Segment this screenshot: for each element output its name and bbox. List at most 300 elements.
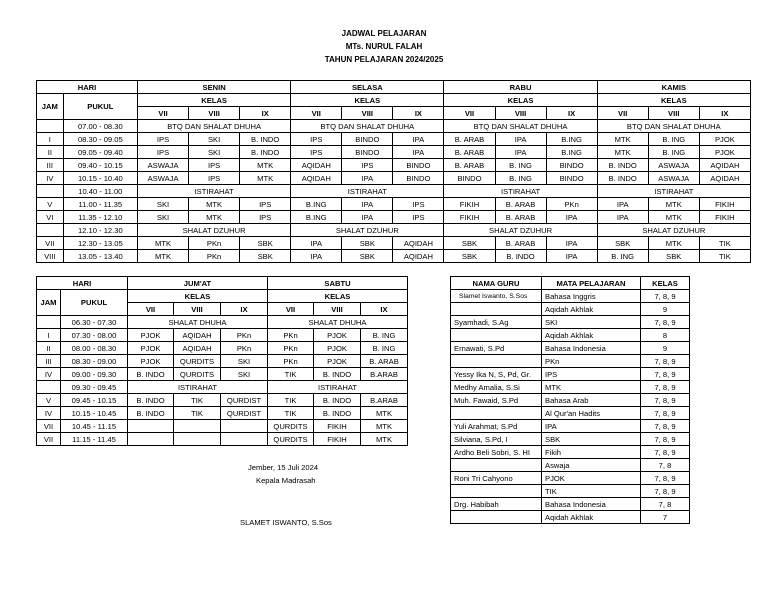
- activity-cell: BTQ DAN SHALAT DHUHA: [291, 120, 444, 133]
- subject-cell: SKI: [221, 368, 268, 381]
- subject-cell: SBK: [542, 433, 641, 446]
- activity-cell: BTQ DAN SHALAT DHUHA: [138, 120, 291, 133]
- class-header: KELAS: [641, 277, 690, 290]
- activity-cell: SHALAT DHUHA: [268, 316, 408, 329]
- subject-cell: MTK: [361, 433, 408, 446]
- subject-cell: PKn: [546, 198, 597, 211]
- teacher-name-cell: Roni Tri Cahyono: [451, 472, 542, 485]
- subject-cell: SBK: [597, 237, 648, 250]
- activity-cell: ISTIRAHAT: [138, 185, 291, 198]
- jam-cell: IV: [37, 368, 61, 381]
- subject-cell: AQIDAH: [291, 172, 342, 185]
- pukul-cell: 10.45 - 11.15: [61, 420, 128, 433]
- pukul-cell: 11.00 - 11.35: [63, 198, 137, 211]
- subject-cell: IPA: [393, 146, 444, 159]
- subject-cell: B. INDO: [597, 159, 648, 172]
- teacher-row: [451, 485, 690, 498]
- class-cell: 7, 8, 9: [641, 381, 690, 394]
- subject-cell: PJOK: [128, 355, 174, 368]
- subject-cell: B.ING: [546, 146, 597, 159]
- class-header: VII: [138, 107, 189, 120]
- subject-cell: BINDO: [546, 172, 597, 185]
- schedule-row: [37, 211, 751, 224]
- kelas-header: KELAS: [444, 94, 597, 107]
- schedule-row: [37, 433, 408, 446]
- subject-cell: QURDITS: [268, 433, 314, 446]
- teacher-row: [451, 472, 690, 485]
- subject-cell: TIK: [268, 407, 314, 420]
- jam-cell: VII: [37, 433, 61, 446]
- teacher-name-cell: Silviana, S.Pd, I: [451, 433, 542, 446]
- subject-cell: MTK: [240, 172, 291, 185]
- jam-cell: VIII: [37, 250, 64, 263]
- class-header: VIII: [314, 303, 361, 316]
- subject-cell: TIK: [699, 237, 750, 250]
- pukul-cell: 10.15 - 10.40: [63, 172, 137, 185]
- subject-cell: IPA: [342, 211, 393, 224]
- subject-cell: B. ING: [361, 342, 408, 355]
- subject-cell: MTK: [597, 146, 648, 159]
- jam-cell: [37, 316, 61, 329]
- subject-cell: TIK: [699, 250, 750, 263]
- schedule-table-fri-sat: [36, 276, 408, 446]
- jam-cell: III: [37, 355, 61, 368]
- jam-cell: V: [37, 198, 64, 211]
- subject-cell: MTK: [648, 237, 699, 250]
- jam-cell: II: [37, 342, 61, 355]
- academic-year: TAHUN PELAJARAN 2024/2025: [324, 55, 444, 64]
- subject-cell: MTK: [138, 237, 189, 250]
- class-header: IX: [240, 107, 291, 120]
- schedule-row: [37, 146, 751, 159]
- class-header: VII: [444, 107, 495, 120]
- activity-cell: ISTIRAHAT: [268, 381, 408, 394]
- hari-header: HARI: [37, 277, 128, 290]
- day-header: SELASA: [291, 81, 444, 94]
- subject-header: MATA PELAJARAN: [542, 277, 641, 290]
- subject-cell: IPA: [393, 133, 444, 146]
- subject-cell: IPA: [342, 172, 393, 185]
- class-header: IX: [361, 303, 408, 316]
- subject-cell: PJOK: [699, 133, 750, 146]
- teacher-name-cell: [451, 303, 542, 316]
- subject-cell: IPS: [189, 172, 240, 185]
- subject-cell: ASWAJA: [138, 159, 189, 172]
- subject-cell: B.ARAB: [361, 368, 408, 381]
- subject-cell: SKI: [138, 211, 189, 224]
- pukul-cell: 09.05 - 09.40: [63, 146, 137, 159]
- subject-cell: [128, 433, 174, 446]
- teacher-name-cell: Medhy Amalia, S.Si: [451, 381, 542, 394]
- class-header: VIII: [495, 107, 546, 120]
- pukul-header: PUKUL: [61, 290, 128, 316]
- subject-cell: FIKIH: [314, 433, 361, 446]
- subject-cell: TIK: [174, 394, 221, 407]
- schedule-row: [37, 420, 408, 433]
- class-header: IX: [699, 107, 750, 120]
- subject-cell: ASWAJA: [648, 172, 699, 185]
- activity-cell: ISTIRAHAT: [444, 185, 597, 198]
- pukul-cell: 07.00 - 08.30: [63, 120, 137, 133]
- subject-cell: SKI: [189, 146, 240, 159]
- subject-cell: PKn: [221, 342, 268, 355]
- subject-cell: QURDITS: [174, 368, 221, 381]
- schedule-row: [37, 394, 408, 407]
- kelas-header: KELAS: [291, 94, 444, 107]
- subject-cell: Aswaja: [542, 459, 641, 472]
- day-header: RABU: [444, 81, 597, 94]
- pukul-cell: 12.30 - 13.05: [63, 237, 137, 250]
- subject-cell: B.ING: [291, 198, 342, 211]
- subject-cell: Aqidah Akhlak: [542, 511, 641, 524]
- teacher-name-cell: [451, 407, 542, 420]
- class-cell: 7, 8, 9: [641, 290, 690, 303]
- jam-cell: II: [37, 146, 64, 159]
- subject-cell: IPA: [597, 198, 648, 211]
- pukul-cell: 09.30 - 09.45: [61, 381, 128, 394]
- class-cell: 7: [641, 511, 690, 524]
- subject-cell: B. ARAB: [444, 133, 495, 146]
- class-cell: 7, 8, 9: [641, 394, 690, 407]
- subject-cell: B. ING: [495, 159, 546, 172]
- class-cell: 7, 8, 9: [641, 446, 690, 459]
- teacher-name-cell: Ardho Beli Sobri, S. HI: [451, 446, 542, 459]
- pukul-cell: 09.00 - 09.30: [61, 368, 128, 381]
- pukul-header: PUKUL: [63, 94, 137, 120]
- subject-cell: AQIDAH: [393, 237, 444, 250]
- subject-cell: PJOK: [128, 342, 174, 355]
- subject-cell: B. INDO: [597, 172, 648, 185]
- subject-cell: B. INDO: [495, 250, 546, 263]
- subject-cell: PKn: [189, 237, 240, 250]
- subject-cell: MTK: [361, 407, 408, 420]
- teacher-row: [451, 511, 690, 524]
- activity-cell: ISTIRAHAT: [291, 185, 444, 198]
- subject-cell: MTK: [597, 133, 648, 146]
- subject-cell: B. ING: [361, 329, 408, 342]
- subject-cell: B. ARAB: [495, 211, 546, 224]
- subject-cell: BINDO: [393, 172, 444, 185]
- pukul-cell: 10.40 - 11.00: [63, 185, 137, 198]
- activity-cell: SHALAT DZUHUR: [597, 224, 750, 237]
- teacher-row: [451, 303, 690, 316]
- teacher-row: [451, 329, 690, 342]
- schedule-row: [37, 198, 751, 211]
- subject-cell: TIK: [542, 485, 641, 498]
- activity-cell: BTQ DAN SHALAT DHUHA: [597, 120, 750, 133]
- pukul-cell: 11.15 - 11.45: [61, 433, 128, 446]
- class-cell: 7, 8, 9: [641, 407, 690, 420]
- subject-cell: QURDIST: [221, 407, 268, 420]
- class-cell: 8: [641, 329, 690, 342]
- subject-cell: QURDITS: [268, 420, 314, 433]
- pukul-cell: 13.05 - 13.40: [63, 250, 137, 263]
- subject-cell: B. ING: [597, 250, 648, 263]
- subject-cell: AQIDAH: [393, 250, 444, 263]
- subject-cell: IPA: [546, 237, 597, 250]
- class-cell: 7, 8, 9: [641, 472, 690, 485]
- class-header: IX: [221, 303, 268, 316]
- pukul-cell: 09.40 - 10.15: [63, 159, 137, 172]
- pukul-cell: 11.35 - 12.10: [63, 211, 137, 224]
- teacher-name-cell: [451, 485, 542, 498]
- subject-cell: B. INDO: [240, 133, 291, 146]
- schedule-row: [37, 237, 751, 250]
- class-header: VIII: [174, 303, 221, 316]
- break-row: [37, 185, 751, 198]
- subject-cell: Aqidah Akhlak: [542, 329, 641, 342]
- subject-cell: PKn: [268, 342, 314, 355]
- subject-cell: IPA: [546, 211, 597, 224]
- jam-cell: VII: [37, 420, 61, 433]
- jam-header: JAM: [37, 94, 64, 120]
- jam-cell: IV: [37, 407, 61, 420]
- jam-cell: I: [37, 133, 64, 146]
- subject-cell: SKI: [221, 355, 268, 368]
- pukul-cell: 08.30 - 09.05: [63, 133, 137, 146]
- pukul-cell: 10.15 - 10.45: [61, 407, 128, 420]
- class-cell: 7, 8, 9: [641, 485, 690, 498]
- subject-cell: PKn: [542, 355, 641, 368]
- day-header: SABTU: [268, 277, 408, 290]
- pukul-cell: 08.30 - 09.00: [61, 355, 128, 368]
- subject-cell: SBK: [342, 237, 393, 250]
- subject-cell: B.ING: [291, 211, 342, 224]
- subject-cell: Aqidah Akhlak: [542, 303, 641, 316]
- schedule-row: [37, 342, 408, 355]
- signature-role: Kepala Madrasah: [256, 476, 316, 485]
- subject-cell: B.ING: [546, 133, 597, 146]
- subject-cell: IPS: [240, 198, 291, 211]
- subject-cell: QURDIST: [221, 394, 268, 407]
- subject-cell: ASWAJA: [138, 172, 189, 185]
- teacher-row: [451, 316, 690, 329]
- teacher-name-cell: Slamet Iswanto, S.Sos: [451, 290, 542, 303]
- class-header: VII: [128, 303, 174, 316]
- subject-cell: IPS: [189, 159, 240, 172]
- subject-cell: FIKIH: [314, 420, 361, 433]
- subject-cell: PJOK: [314, 355, 361, 368]
- day-header: JUM'AT: [128, 277, 268, 290]
- pukul-cell: 06.30 - 07.30: [61, 316, 128, 329]
- class-cell: 7, 8: [641, 459, 690, 472]
- subject-cell: PKn: [268, 329, 314, 342]
- subject-cell: SBK: [342, 250, 393, 263]
- activity-cell: SHALAT DZUHUR: [291, 224, 444, 237]
- subject-cell: B. ING: [648, 146, 699, 159]
- subject-cell: PJOK: [542, 472, 641, 485]
- jam-cell: [37, 120, 64, 133]
- schedule-row: [37, 159, 751, 172]
- class-cell: 7, 8, 9: [641, 368, 690, 381]
- subject-cell: SKI: [138, 198, 189, 211]
- subject-cell: Bahasa Arab: [542, 394, 641, 407]
- break-row: [37, 224, 751, 237]
- subject-cell: FIKIH: [699, 198, 750, 211]
- class-cell: 9: [641, 342, 690, 355]
- jam-cell: [37, 224, 64, 237]
- class-header: IX: [546, 107, 597, 120]
- subject-cell: IPS: [342, 159, 393, 172]
- schedule-table-mon-thu: [36, 80, 751, 263]
- schedule-row: [37, 172, 751, 185]
- subject-cell: PKn: [221, 329, 268, 342]
- teacher-row: [451, 407, 690, 420]
- pukul-cell: 08.00 - 08.30: [61, 342, 128, 355]
- subject-cell: B. INDO: [128, 394, 174, 407]
- day-header: SENIN: [138, 81, 291, 94]
- teacher-name-cell: Syamhadi, S.Ag: [451, 316, 542, 329]
- subject-cell: IPA: [495, 146, 546, 159]
- teacher-row: [451, 433, 690, 446]
- class-cell: 7, 8, 9: [641, 355, 690, 368]
- teacher-name-cell: Muh. Fawaid, S.Pd: [451, 394, 542, 407]
- subject-cell: B. INDO: [314, 407, 361, 420]
- kelas-header: KELAS: [128, 290, 268, 303]
- day-header: KAMIS: [597, 81, 750, 94]
- teacher-row: [451, 420, 690, 433]
- kelas-header: KELAS: [268, 290, 408, 303]
- subject-cell: IPA: [291, 237, 342, 250]
- subject-cell: AQIDAH: [174, 342, 221, 355]
- teacher-row: [451, 446, 690, 459]
- subject-cell: BINDO: [393, 159, 444, 172]
- class-header: VIII: [189, 107, 240, 120]
- break-row: [37, 120, 751, 133]
- activity-cell: SHALAT DHUHA: [128, 316, 268, 329]
- class-header: IX: [393, 107, 444, 120]
- subject-cell: B. INDO: [314, 368, 361, 381]
- subject-cell: IPS: [138, 133, 189, 146]
- subject-cell: [174, 433, 221, 446]
- teacher-row: [451, 342, 690, 355]
- activity-cell: BTQ DAN SHALAT DHUHA: [444, 120, 597, 133]
- class-cell: 7, 8, 9: [641, 420, 690, 433]
- pukul-cell: 07.30 - 08.00: [61, 329, 128, 342]
- pukul-cell: 09.45 - 10.15: [61, 394, 128, 407]
- class-header: VIII: [342, 107, 393, 120]
- class-header: VII: [268, 303, 314, 316]
- subject-cell: SBK: [648, 250, 699, 263]
- subject-cell: SBK: [240, 237, 291, 250]
- activity-cell: SHALAT DZUHUR: [444, 224, 597, 237]
- break-row: [37, 381, 408, 394]
- subject-cell: IPS: [138, 146, 189, 159]
- subject-cell: IPA: [495, 133, 546, 146]
- subject-cell: AQIDAH: [174, 329, 221, 342]
- subject-cell: MTK: [648, 211, 699, 224]
- jam-cell: I: [37, 329, 61, 342]
- teacher-row: [451, 459, 690, 472]
- subject-cell: PJOK: [314, 342, 361, 355]
- subject-cell: IPS: [393, 198, 444, 211]
- subject-cell: SBK: [444, 250, 495, 263]
- subject-cell: ASWAJA: [648, 159, 699, 172]
- schedule-row: [37, 250, 751, 263]
- teacher-name-cell: Yuli Arahmat, S.Pd: [451, 420, 542, 433]
- subject-cell: MTK: [189, 198, 240, 211]
- subject-cell: Fikih: [542, 446, 641, 459]
- subject-cell: AQIDAH: [291, 159, 342, 172]
- subject-cell: PKn: [189, 250, 240, 263]
- subject-cell: PJOK: [314, 329, 361, 342]
- kelas-header: KELAS: [597, 94, 750, 107]
- teacher-row: [451, 498, 690, 511]
- class-cell: 7, 8, 9: [641, 433, 690, 446]
- subject-cell: BINDO: [342, 133, 393, 146]
- school-name: MTs. NURUL FALAH: [345, 42, 423, 51]
- activity-cell: ISTIRAHAT: [597, 185, 750, 198]
- schedule-row: [37, 133, 751, 146]
- class-header: VII: [291, 107, 342, 120]
- subject-cell: B. INDO: [314, 394, 361, 407]
- subject-cell: B.ARAB: [361, 394, 408, 407]
- subject-cell: B. ARAB: [361, 355, 408, 368]
- subject-cell: MTK: [542, 381, 641, 394]
- break-row: [37, 316, 408, 329]
- subject-cell: MTK: [361, 420, 408, 433]
- subject-cell: BINDO: [342, 146, 393, 159]
- schedule-row: [37, 355, 408, 368]
- subject-cell: PJOK: [128, 329, 174, 342]
- subject-cell: B. INDO: [128, 368, 174, 381]
- subject-cell: IPA: [291, 250, 342, 263]
- subject-cell: SKI: [189, 133, 240, 146]
- subject-cell: B. ING: [648, 133, 699, 146]
- jam-cell: [37, 381, 61, 394]
- activity-cell: ISTIRAHAT: [128, 381, 268, 394]
- subject-cell: IPS: [393, 211, 444, 224]
- class-cell: 9: [641, 303, 690, 316]
- subject-cell: Bahasa Inggris: [542, 290, 641, 303]
- jam-cell: V: [37, 394, 61, 407]
- subject-cell: IPS: [291, 133, 342, 146]
- subject-cell: BINDO: [546, 159, 597, 172]
- teacher-name-cell: [451, 511, 542, 524]
- pukul-cell: 12.10 - 12.30: [63, 224, 137, 237]
- subject-cell: Bahasa Indonesia: [542, 498, 641, 511]
- subject-cell: AQIDAH: [699, 172, 750, 185]
- subject-cell: Al Qur'an Hadits: [542, 407, 641, 420]
- subject-cell: B. ARAB: [495, 198, 546, 211]
- subject-cell: MTK: [138, 250, 189, 263]
- jam-cell: [37, 185, 64, 198]
- subject-cell: IPA: [342, 198, 393, 211]
- teacher-name-cell: [451, 355, 542, 368]
- teacher-row: [451, 381, 690, 394]
- subject-cell: IPA: [542, 420, 641, 433]
- subject-cell: FIKIH: [444, 211, 495, 224]
- class-level-row: [37, 107, 751, 120]
- subject-cell: QURDITS: [174, 355, 221, 368]
- subject-cell: B. INDO: [240, 146, 291, 159]
- subject-cell: B. ING: [495, 172, 546, 185]
- subject-cell: [221, 433, 268, 446]
- jam-cell: VII: [37, 237, 64, 250]
- teacher-row: [451, 355, 690, 368]
- subject-cell: [174, 420, 221, 433]
- teacher-name-cell: [451, 329, 542, 342]
- subject-cell: IPS: [542, 368, 641, 381]
- hari-header: HARI: [37, 81, 138, 94]
- jam-cell: III: [37, 159, 64, 172]
- subject-cell: AQIDAH: [699, 159, 750, 172]
- class-cell: 7, 8: [641, 498, 690, 511]
- jam-cell: VI: [37, 211, 64, 224]
- signature-name: SLAMET ISWANTO, S.Sos: [240, 518, 332, 527]
- subject-cell: BINDO: [444, 172, 495, 185]
- teacher-row: [451, 394, 690, 407]
